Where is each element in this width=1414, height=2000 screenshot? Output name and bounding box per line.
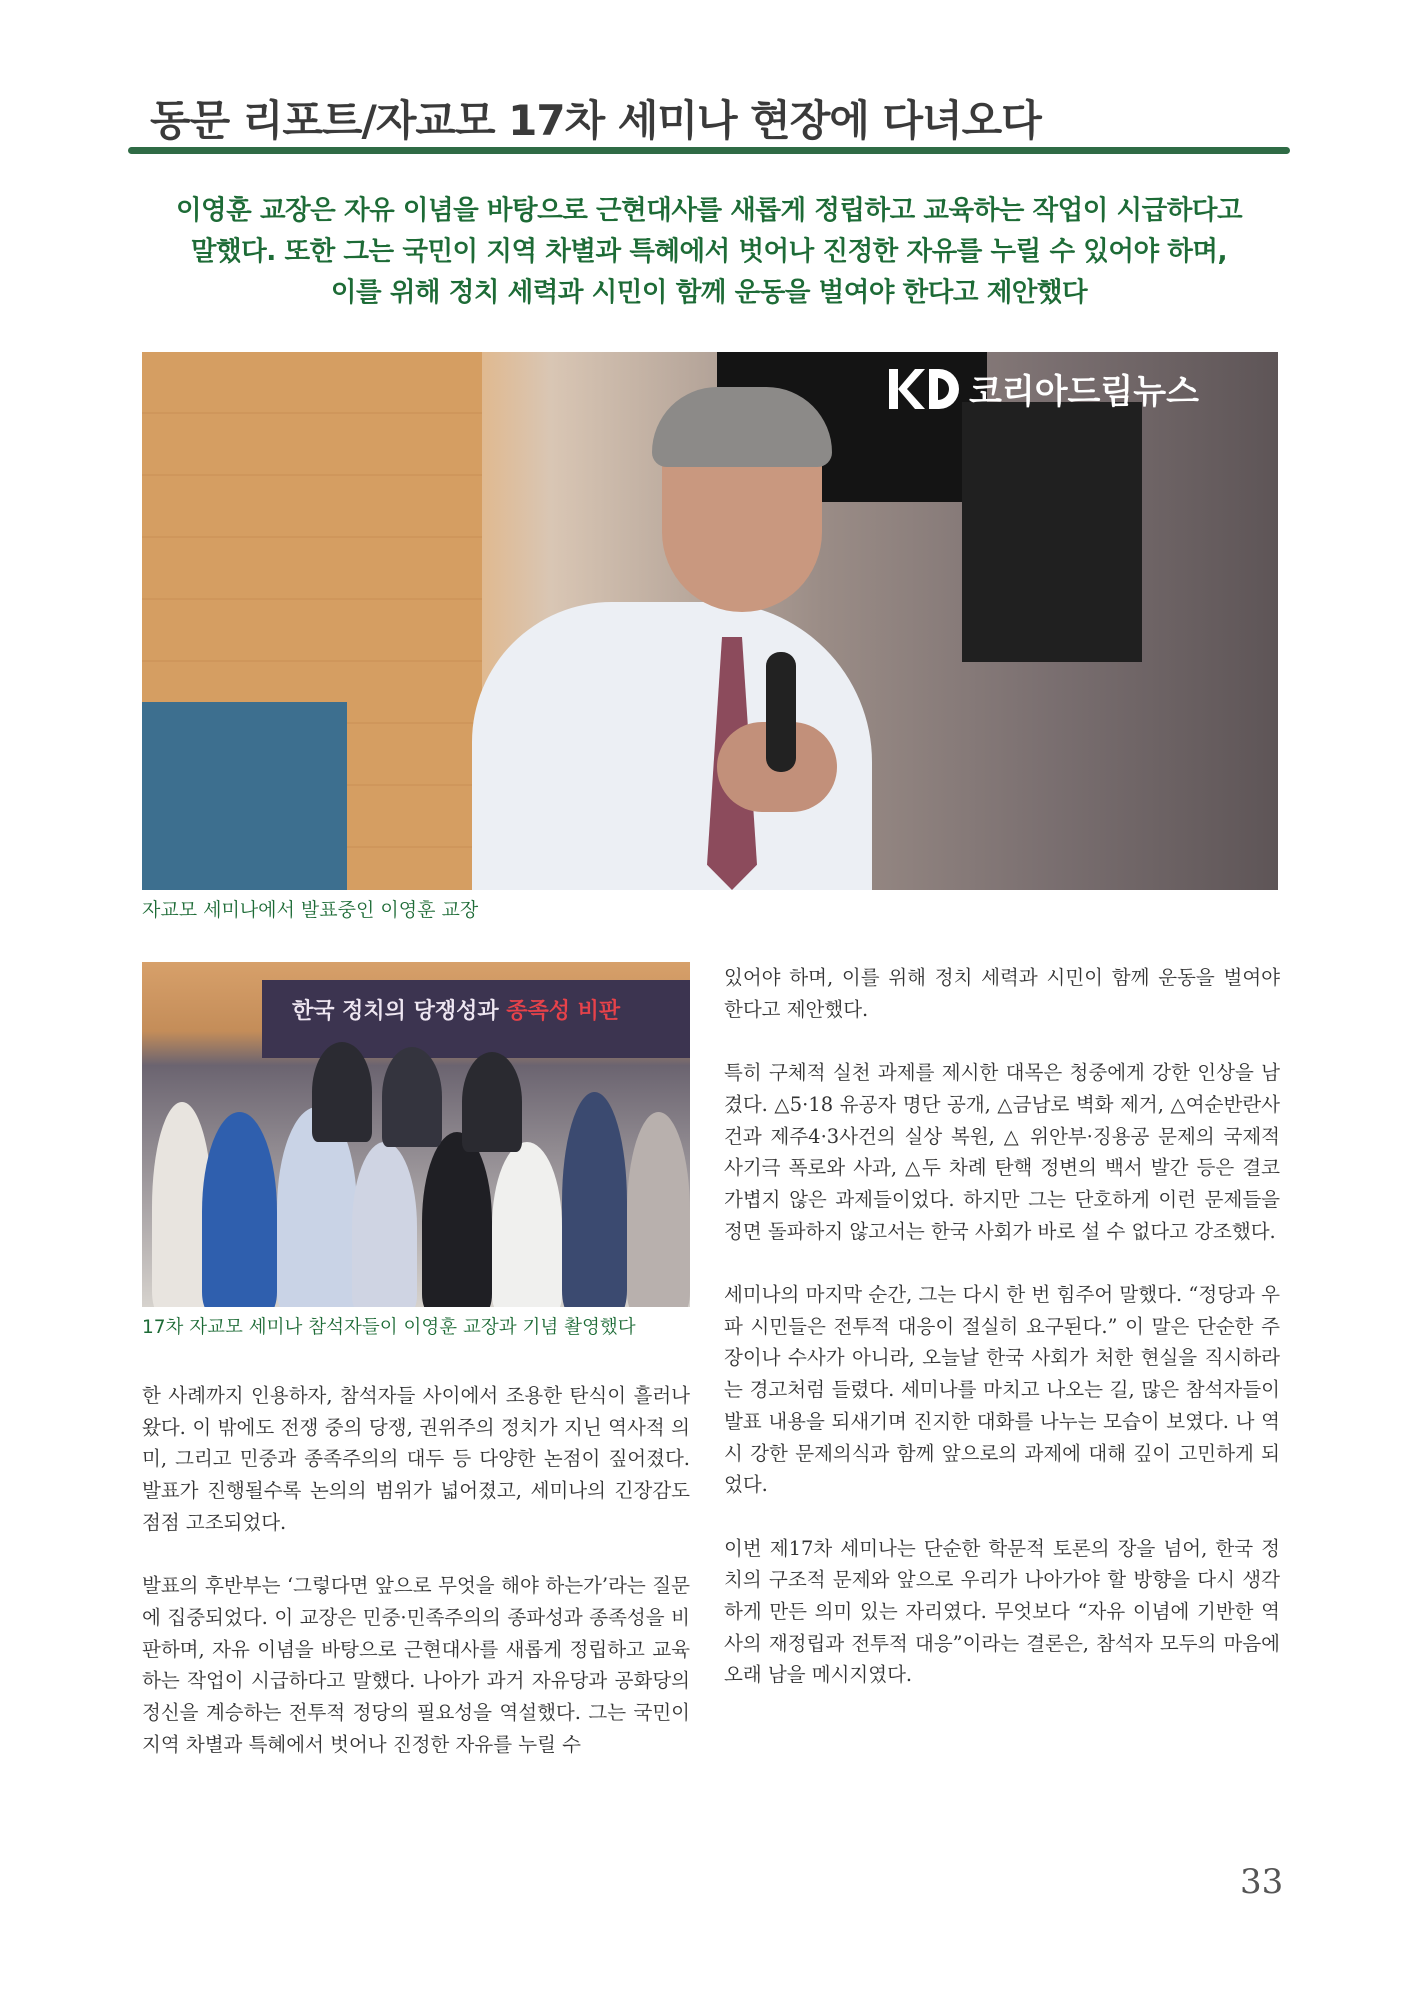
lead-line: 이영훈 교장은 자유 이념을 바탕으로 근현대사를 새롭게 정립하고 교육하는 작업이 시급하다고 bbox=[175, 195, 1243, 226]
lead-line: 이를 위해 정치 세력과 시민이 함께 운동을 벌여야 한다고 제안했다 bbox=[330, 277, 1088, 308]
attendee bbox=[492, 1142, 562, 1307]
lectern-screen bbox=[142, 702, 347, 890]
paragraph: 있어야 하며, 이를 위해 정치 세력과 시민이 함께 운동을 벌여야 한다고 제안했다. bbox=[724, 966, 1280, 1021]
group-photo bbox=[142, 962, 690, 1307]
attendee bbox=[352, 1142, 417, 1307]
attendee bbox=[382, 1047, 442, 1147]
news-logo-text: 코리아드림뉴스 bbox=[969, 372, 1199, 412]
left-column bbox=[142, 1380, 690, 1792]
paragraph: 발표의 후반부는 ‘그렇다면 앞으로 무엇을 해야 하는가’라는 질문에 집중되었다. 이 교장은 민중·민족주의의 종파성과 종족성을 비판하며, 자유 이념을 바탕으로 근현대사를 새롭게 정립하고 교육하는 작업이 시급하다고 말했다. 나아가 과거 자유당과 공화당의 정신을 계승하는 전투적 정당의 필요성을 역설했다. 그는 국민이 지역 차별과 특혜에서 벗어나 진정한 자유를 누릴 수 bbox=[142, 1574, 690, 1756]
page-number: 33 bbox=[1240, 1862, 1284, 1902]
attendee bbox=[627, 1112, 690, 1307]
attendee bbox=[312, 1042, 372, 1142]
attendee bbox=[202, 1112, 277, 1307]
speaker-photo bbox=[142, 352, 1278, 890]
speaker-photo-caption: 자교모 세미나에서 발표중인 이영훈 교장 bbox=[142, 899, 479, 921]
paragraph: 특히 구체적 실천 과제를 제시한 대목은 청중에게 강한 인상을 남겼다. △5·18 유공자 명단 공개, △금남로 벽화 제거, △여순반란사건과 제주4·3사건의 실상 복원, △ 위안부·징용공 문제의 국제적 사기극 폭로와 사과, △두 차례 탄핵 정변의 백서 발간 등은 결코 가볍지 않은 과제들이었다. 하지만 그는 단호하게 이런 문제들을 정면 돌파하지 않고서는 한국 사회가 바로 설 수 없다고 강조했다. bbox=[724, 1061, 1280, 1243]
banner-title-b: 종족성 비판 bbox=[506, 999, 621, 1024]
attendee bbox=[462, 1052, 522, 1152]
kd-logo-icon bbox=[887, 365, 961, 413]
paragraph: 이번 제17차 세미나는 단순한 학문적 토론의 장을 넘어, 한국 정치의 구조적 문제와 앞으로 우리가 나아가야 할 방향을 다시 생각하게 만든 의미 있는 자리였다. 무엇보다 “자유 이념에 기반한 역사의 재정립과 전투적 대응”이라는 결론은, 참석자 모두의 마음에 오래 남을 메시지였다. bbox=[724, 1536, 1280, 1687]
paragraph: 한 사례까지 인용하자, 참석자들 사이에서 조용한 탄식이 흘러나왔다. 이 밖에도 전쟁 중의 당쟁, 권위주의 정치가 지닌 역사적 의미, 그리고 민중과 종족주의의 대두 등 다양한 논점이 짚어졌다. 발표가 진행될수록 논의의 범위가 넓어졌고, 세미나의 긴장감도 점점 고조되었다. bbox=[142, 1384, 690, 1534]
news-logo bbox=[887, 364, 1199, 413]
attendee bbox=[562, 1092, 627, 1307]
banner-title-a: 한국 정치의 당쟁성과 bbox=[292, 999, 507, 1024]
speaker-hair bbox=[652, 387, 832, 467]
group-photo-caption: 17차 자교모 세미나 참석자들이 이영훈 교장과 기념 촬영했다 bbox=[142, 1317, 636, 1338]
microphone-icon bbox=[766, 652, 796, 772]
attendee bbox=[422, 1132, 492, 1307]
lead-summary bbox=[128, 190, 1290, 313]
loudspeaker bbox=[962, 402, 1142, 662]
title-divider bbox=[128, 147, 1290, 154]
banner-title bbox=[292, 994, 620, 1025]
crowd bbox=[142, 1022, 690, 1307]
right-column bbox=[724, 962, 1280, 1723]
lead-line: 말했다. 또한 그는 국민이 지역 차별과 특혜에서 벗어나 진정한 자유를 누릴 수 있어야 하며, bbox=[190, 236, 1228, 267]
page-title: 동문 리포트/자교모 17차 세미나 현장에 다녀오다 bbox=[150, 96, 1041, 145]
paragraph: 세미나의 마지막 순간, 그는 다시 한 번 힘주어 말했다. “정당과 우파 시민들은 전투적 대응이 절실히 요구된다.” 이 말은 단순한 주장이나 수사가 아니라, 오늘날 한국 사회가 처한 현실을 직시하라는 경고처럼 들렸다. 세미나를 마치고 나오는 길, 많은 참석자들이 발표 내용을 되새기며 진지한 대화를 나누는 모습이 보였다. 나 역시 강한 문제의식과 함께 앞으로의 과제에 대해 깊이 고민하게 되었다. bbox=[724, 1283, 1280, 1497]
